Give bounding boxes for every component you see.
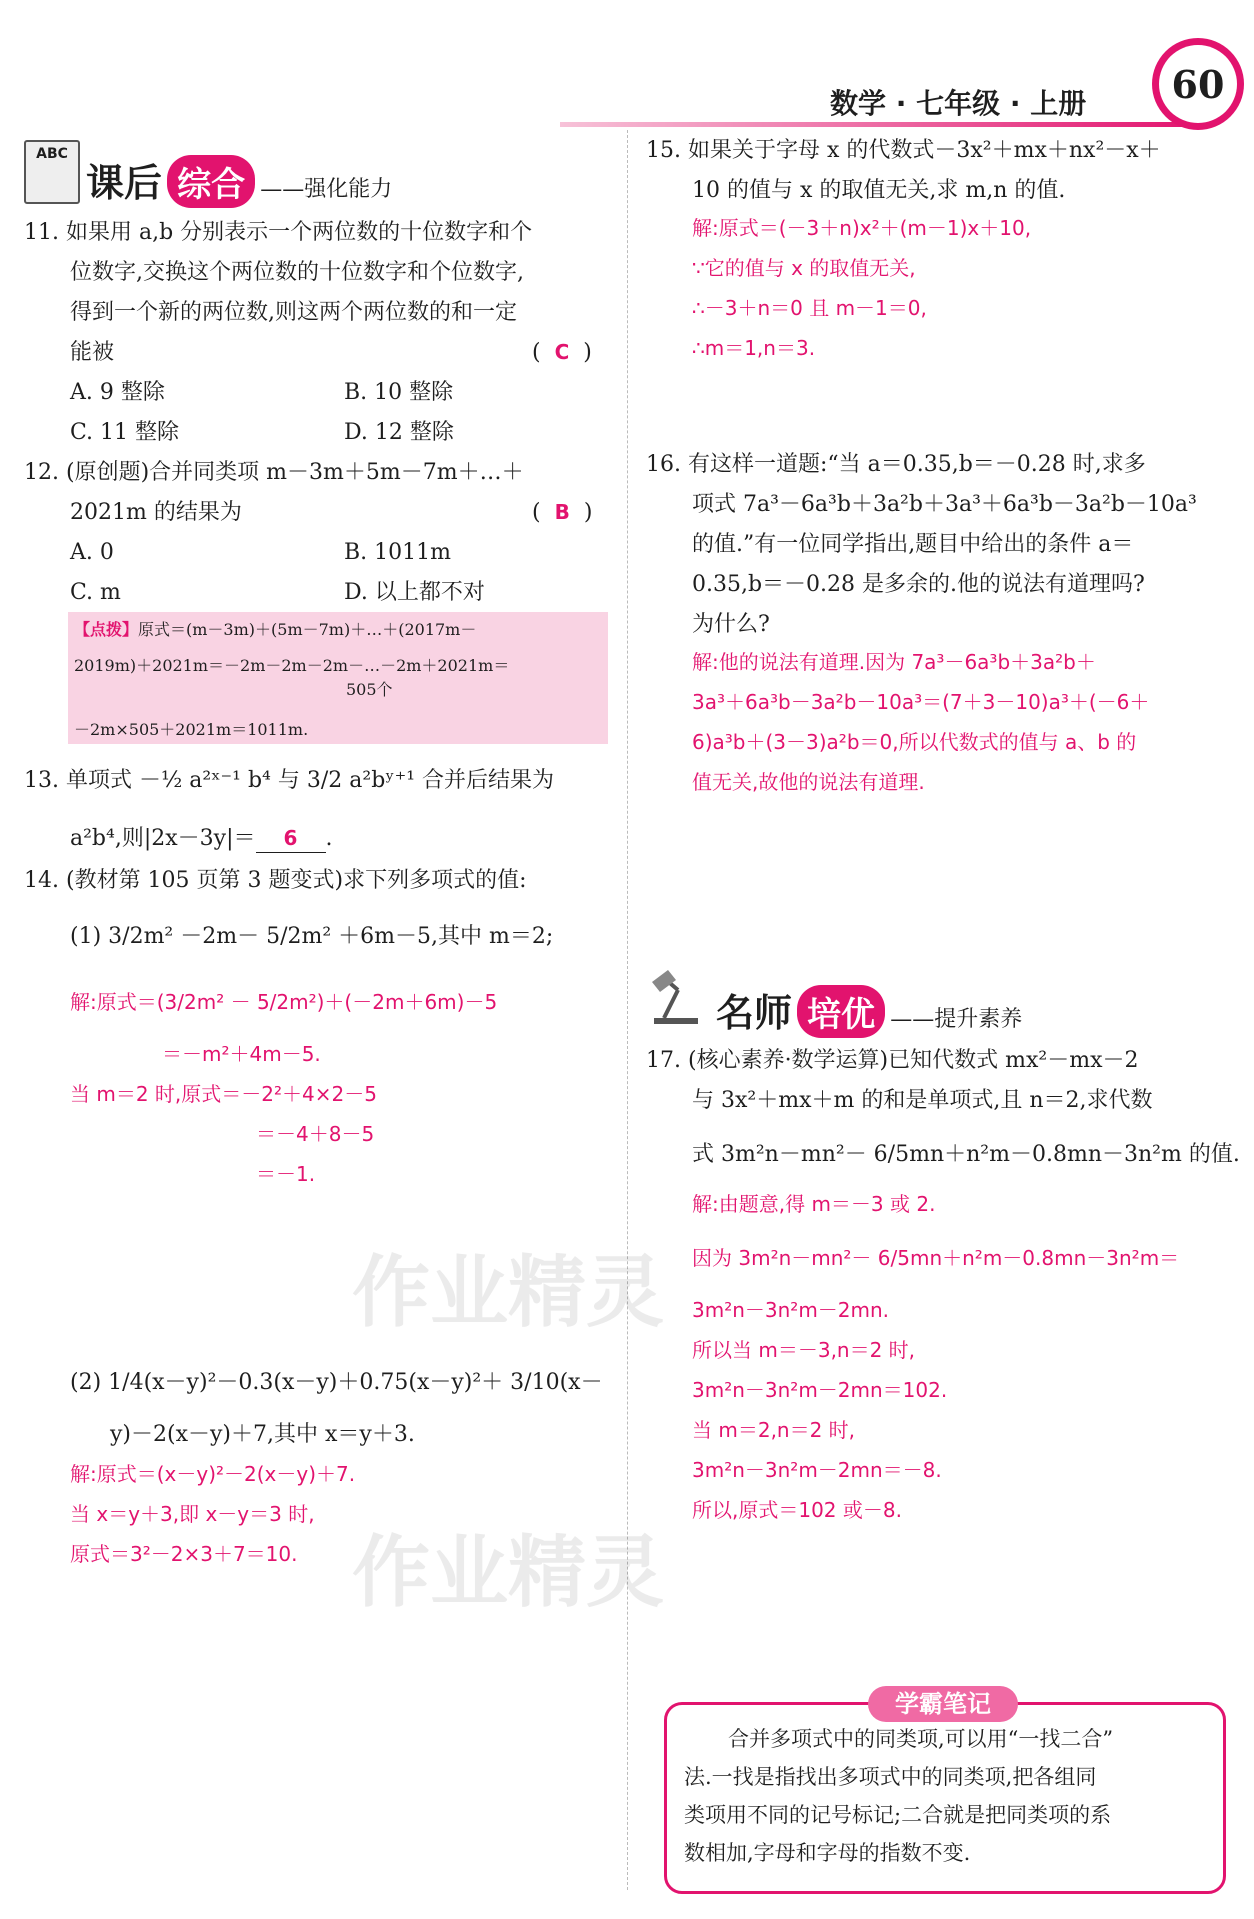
q15-line1: 15. 如果关于字母 x 的代数式－3x²＋mx＋nx²－x＋	[646, 138, 1161, 163]
book-icon-label: ABC	[36, 146, 68, 162]
section-title-part2: 综合	[167, 155, 255, 208]
q16-ans-3: 6)a³b＋(3－3)a²b＝0,所以代数式的值与 a、b 的	[692, 730, 1137, 754]
q11-option-b: B. 10 整除	[344, 380, 454, 405]
q16-line1: 16. 有这样一道题:“当 a＝0.35,b＝－0.28 时,求多	[646, 452, 1146, 477]
q12-option-d: D. 以上都不对	[344, 580, 485, 605]
q14-p2-ans-2: 当 x＝y＋3,即 x－y＝3 时,	[70, 1502, 315, 1526]
q14-p1-ans-1: 解:原式＝(3/2m² － 5/2m²)＋(－2m＋6m)－5	[70, 990, 498, 1014]
tip-line3: －2m×505＋2021m＝1011m.	[74, 720, 309, 739]
q14-p1-ans-3: 当 m＝2 时,原式＝－2²＋4×2－5	[70, 1082, 377, 1106]
study-note-title: 学霸笔记	[868, 1686, 1018, 1722]
q15-ans-1: 解:原式＝(－3＋n)x²＋(m－1)x＋10,	[692, 216, 1032, 240]
q16-ans-1: 解:他的说法有道理.因为 7a³－6a³b＋3a²b＋	[692, 650, 1096, 674]
q17-line1: 17. (核心素养·数学运算)已知代数式 mx²－mx－2	[646, 1048, 1139, 1073]
q12-line2: 2021m 的结果为	[70, 500, 242, 525]
q11-answer: C	[554, 340, 570, 364]
column-divider	[627, 130, 628, 1890]
q16-line3: 的值.”有一位同学指出,题目中给出的条件 a＝	[692, 532, 1134, 557]
q14-part2-line2: y)－2(x－y)＋7,其中 x＝y＋3.	[110, 1422, 415, 1447]
q14-line1: 14. (教材第 105 页第 3 题变式)求下列多项式的值:	[24, 868, 527, 893]
q17-ans-8: 所以,原式＝102 或－8.	[692, 1498, 902, 1522]
study-note-line2: 法.一找是指找出多项式中的同类项,把各组同	[684, 1765, 1097, 1789]
q16-line2: 项式 7a³－6a³b＋3a²b＋3a³＋6a³b－3a²b－10a³	[692, 492, 1197, 517]
section-header-2	[716, 982, 1022, 1038]
tip-brace-label: 505个	[346, 680, 393, 699]
q16-ans-4: 值无关,故他的说法有道理.	[692, 770, 925, 794]
watermark-2: 作业精灵	[352, 1528, 665, 1618]
q17-ans-5: 3m²n－3n²m－2mn＝102.	[692, 1378, 948, 1402]
q17-ans-1: 解:由题意,得 m＝－3 或 2.	[692, 1192, 936, 1216]
q13-answer: 6	[256, 824, 326, 853]
page-number: 60	[1159, 45, 1237, 123]
q14-p2-ans-1: 解:原式＝(x－y)²－2(x－y)＋7.	[70, 1462, 356, 1486]
q14-p2-ans-3: 原式＝3²－2×3＋7＝10.	[70, 1542, 298, 1566]
section2-subtitle: ——提升素养	[890, 1007, 1023, 1032]
q16-ans-2: 3a³＋6a³b－3a²b－10a³＝(7＋3－10)a³＋(－6＋	[692, 690, 1150, 714]
q12-option-a: A. 0	[70, 540, 114, 565]
section2-title-part2: 培优	[797, 985, 885, 1038]
q12-answer: B	[554, 500, 570, 524]
q11-line4: 能被	[70, 340, 115, 365]
tip-tag: 【点拨】	[74, 620, 139, 639]
lamp-icon	[648, 968, 704, 1026]
section-header-1	[86, 152, 392, 208]
q17-ans-7: 3m²n－3n²m－2mn＝－8.	[692, 1458, 942, 1482]
q15-ans-3: ∴－3＋n＝0 且 m－1＝0,	[692, 296, 927, 320]
q17-ans-4: 所以当 m＝－3,n＝2 时,	[692, 1338, 916, 1362]
q17-ans-6: 当 m＝2,n＝2 时,	[692, 1418, 856, 1442]
q11-option-c: C. 11 整除	[70, 420, 180, 445]
q17-ans-3: 3m²n－3n²m－2mn.	[692, 1298, 890, 1322]
q16-line5: 为什么?	[692, 612, 770, 637]
q11-answer-paren: ( C )	[532, 340, 592, 365]
study-note-line4: 数相加,字母和字母的指数不变.	[684, 1841, 971, 1865]
header-rule	[560, 122, 1200, 127]
q16-line4: 0.35,b＝－0.28 是多余的.他的说法有道理吗?	[692, 572, 1145, 597]
study-note-line3: 类项用不同的记号标记;二合就是把同类项的系	[684, 1803, 1112, 1827]
tip-line2: 2019m)＋2021m＝－2m－2m－2m－…－2m＋2021m＝	[74, 656, 510, 675]
q15-line2: 10 的值与 x 的取值无关,求 m,n 的值.	[692, 178, 1066, 203]
q14-part2-line1: (2) 1/4(x－y)²－0.3(x－y)＋0.75(x－y)²＋ 3/10(x－	[70, 1370, 603, 1395]
section-title-part1: 课后	[86, 161, 163, 205]
q12-answer-paren: ( B )	[532, 500, 593, 525]
q15-ans-4: ∴m＝1,n＝3.	[692, 336, 816, 360]
q11-option-d: D. 12 整除	[344, 420, 454, 445]
book-icon	[24, 140, 80, 204]
watermark-1: 作业精灵	[352, 1248, 665, 1338]
q14-part1: (1) 3/2m² －2m－ 5/2m² ＋6m－5,其中 m＝2;	[70, 924, 554, 949]
page-number-badge	[1152, 38, 1244, 130]
q14-p1-ans-2: ＝－m²＋4m－5.	[162, 1042, 321, 1066]
q13-line2-text: a²b⁴,则|2x－3y|＝	[70, 826, 256, 851]
q13-line1: 13. 单项式 －½ a²ˣ⁻¹ b⁴ 与 3/2 a²bʸ⁺¹ 合并后结果为	[24, 768, 555, 793]
q13-line2: a²b⁴,则|2x－3y|＝ 6 .	[70, 826, 333, 851]
header-title: 数学 · 七年级 · 上册	[830, 87, 1087, 120]
q11-line2: 位数字,交换这个两位数的十位数字和个位数字,	[70, 260, 524, 285]
q12-line1: 12. (原创题)合并同类项 m－3m＋5m－7m＋…＋	[24, 460, 524, 485]
q17-line2: 与 3x²＋mx＋m 的和是单项式,且 n＝2,求代数	[692, 1088, 1153, 1113]
q17-ans-2: 因为 3m²n－mn²－ 6/5mn＋n²m－0.8mn－3n²m＝	[692, 1246, 1180, 1270]
q15-ans-2: ∵它的值与 x 的取值无关,	[692, 256, 916, 280]
q12-option-c: C. m	[70, 580, 121, 605]
study-note-line1: 合并多项式中的同类项,可以用“一找二合”	[728, 1727, 1114, 1751]
tip-line1	[74, 612, 476, 648]
q14-p1-ans-4: ＝－4＋8－5	[256, 1122, 375, 1146]
tip-line1-text: 原式＝(m－3m)＋(5m－7m)＋…＋(2017m－	[138, 620, 477, 639]
q12-option-b: B. 1011m	[344, 540, 452, 565]
q17-line3: 式 3m²n－mn²－ 6/5mn＋n²m－0.8mn－3n²m 的值.	[692, 1142, 1240, 1167]
section-subtitle: ——强化能力	[260, 177, 393, 202]
q11-option-a: A. 9 整除	[70, 380, 165, 405]
section2-title-part1: 名师	[716, 991, 793, 1035]
q11-line1: 11. 如果用 a,b 分别表示一个两位数的十位数字和个	[24, 220, 533, 245]
q14-p1-ans-5: ＝－1.	[256, 1162, 316, 1186]
q11-line3: 得到一个新的两位数,则这两个两位数的和一定	[70, 300, 517, 325]
